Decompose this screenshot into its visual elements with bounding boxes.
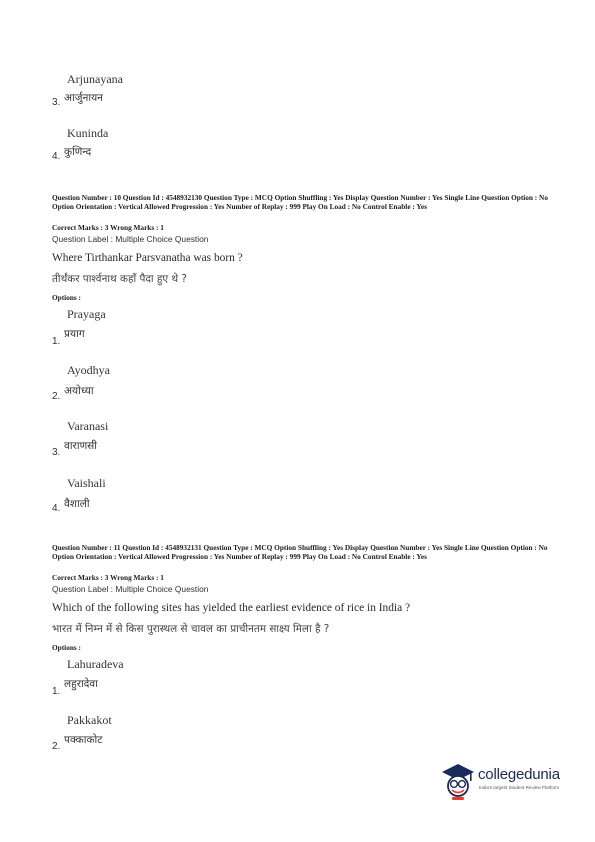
question-10-meta: Question Number : 10 Question Id : 4548932130 Question Type : MCQ Option Shuffling : Yes Display Question Number : Yes Single Line Question Option : No Option Orientation : Vertical Allowed Progression : Yes Number of Replay : 999 Play On Load : No Control Enable : Yes xyxy=(52,193,548,211)
brand-name: collegedunia xyxy=(478,766,560,783)
q10-option-3-number: 3. xyxy=(52,447,61,458)
prev-option-4-hi: कुणिन्द xyxy=(64,146,92,158)
q10-option-3-hi: वाराणसी xyxy=(64,440,97,452)
q10-option-2-en: Ayodhya xyxy=(67,363,110,377)
question-11-text-en: Which of the following sites has yielded the earliest evidence of rice in India ? xyxy=(52,602,411,614)
q11-option-2-hi: पक्काकोट xyxy=(64,734,103,746)
q10-option-1-number: 1. xyxy=(52,336,61,347)
q10-option-1-en: Prayaga xyxy=(67,307,106,321)
q10-option-2-number: 2. xyxy=(52,391,61,402)
q11-option-1-en: Lahuradeva xyxy=(67,657,124,671)
q10-option-4-en: Vaishali xyxy=(67,476,106,490)
prev-option-3-number: 3. xyxy=(52,97,61,108)
question-11-text-hi: भारत में निम्न में से किस पुरास्थल से चावल का प्राचीनतम साक्ष्य मिला है ? xyxy=(52,623,330,635)
question-10-options-label: Options : xyxy=(52,293,81,302)
q11-option-2-number: 2. xyxy=(52,741,61,752)
question-10-marks: Correct Marks : 3 Wrong Marks : 1 xyxy=(52,223,164,232)
prev-option-3-hi: आर्जुनायन xyxy=(64,92,103,104)
question-10-text-hi: तीर्थंकर पार्श्वनाथ कहाँ पैदा हुए थे ? xyxy=(52,273,187,285)
graduate-mascot-icon xyxy=(440,760,476,802)
prev-option-4-en: Kuninda xyxy=(67,126,109,140)
q11-option-1-number: 1. xyxy=(52,686,61,697)
question-11-label: Question Label : Multiple Choice Question xyxy=(52,584,209,594)
question-11-meta: Question Number : 11 Question Id : 4548932131 Question Type : MCQ Option Shuffling : Yes Display Question Number : Yes Single Line Question Option : No Option Orientation : Vertical Allowed Progression : Yes Number of Replay : 999 Play On Load : No Control Enable : Yes xyxy=(52,543,548,561)
q10-option-3-en: Varanasi xyxy=(67,419,109,433)
prev-option-4-number: 4. xyxy=(52,151,61,162)
collegedunia-watermark xyxy=(440,760,580,802)
q10-option-4-number: 4. xyxy=(52,503,61,514)
question-11-marks: Correct Marks : 3 Wrong Marks : 1 xyxy=(52,573,164,582)
q10-option-4-hi: वैशाली xyxy=(64,498,90,510)
question-11-options-label: Options : xyxy=(52,643,81,652)
question-10-text-en: Where Tirthankar Parsvanatha was born ? xyxy=(52,252,243,264)
q11-option-1-hi: लहुरादेवा xyxy=(64,678,98,690)
q10-option-1-hi: प्रयाग xyxy=(64,328,85,340)
q11-option-2-en: Pakkakot xyxy=(67,713,112,727)
brand-tagline: India's largest Student Review Platform xyxy=(479,785,560,790)
question-10-label: Question Label : Multiple Choice Question xyxy=(52,234,209,244)
q10-option-2-hi: अयोध्या xyxy=(64,385,94,397)
prev-option-3-en: Arjunayana xyxy=(67,72,123,86)
